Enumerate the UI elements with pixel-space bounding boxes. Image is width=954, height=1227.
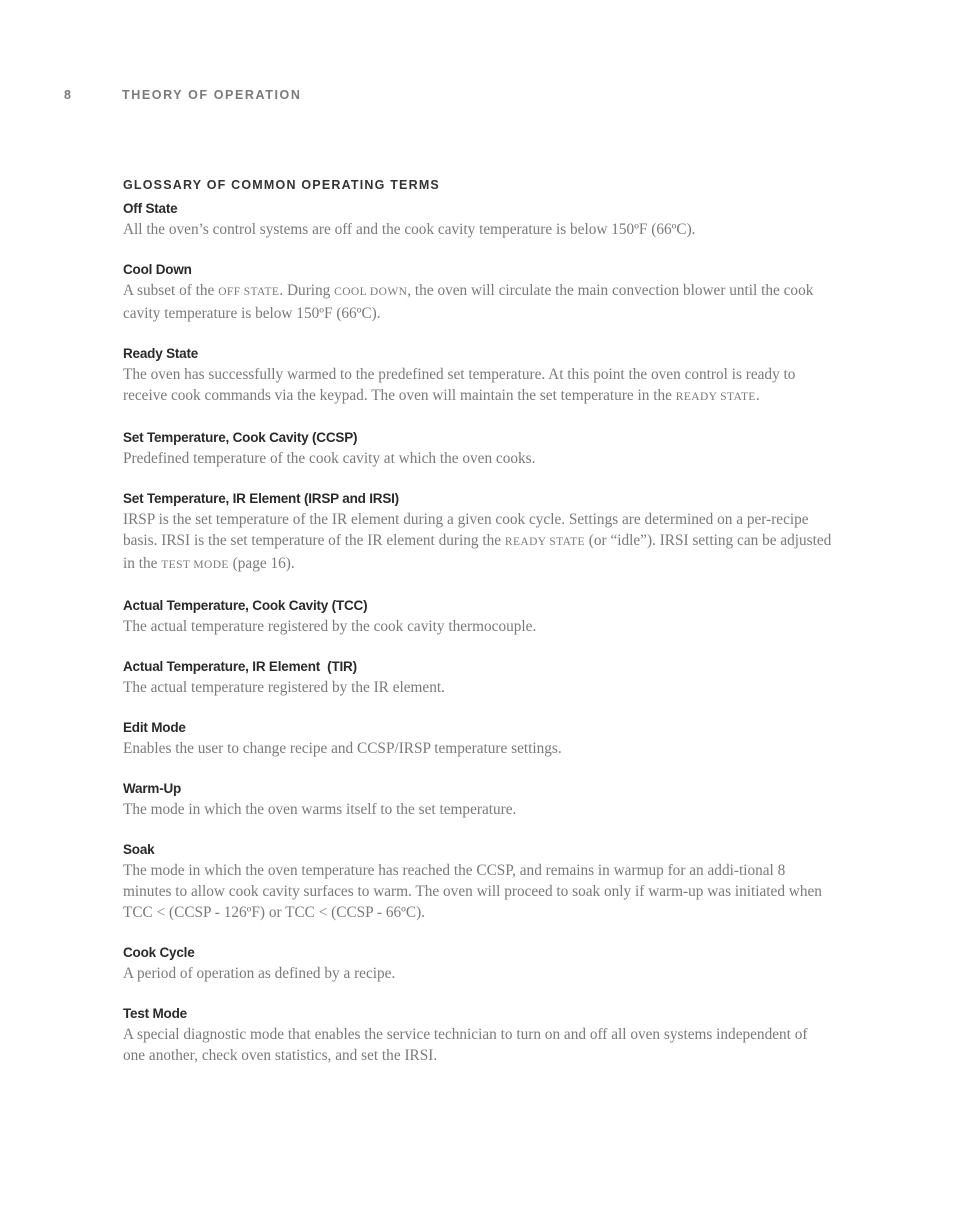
glossary-entry-ccsp — [123, 429, 833, 469]
term-definition: Predefined temperature of the cook cavity at which the oven cooks. — [123, 450, 536, 467]
glossary-entry-ready-state — [123, 345, 833, 408]
definition-text: . — [755, 387, 760, 404]
glossary-entry-irsp-irsi — [123, 490, 833, 576]
term-definition — [123, 280, 833, 324]
term-definition: The mode in which the oven temperature has reached the CCSP, and remains in warmup for an addi-tional 8 minutes to allow cook cavity surfaces to warm. The oven will proceed to soak only if warm-up was initiated when TCC < (CCSP - 126ºF) or TCC < (CCSP - 66ºC). — [123, 862, 822, 921]
section-title: THEORY OF OPERATION — [122, 88, 302, 102]
page-header — [64, 88, 301, 102]
small-caps-term: READY STATE — [675, 391, 756, 403]
term-heading: Warm-Up — [123, 781, 182, 796]
term-heading: Edit Mode — [123, 720, 186, 735]
term-heading: Set Temperature, Cook Cavity (CCSP) — [123, 430, 358, 445]
glossary-entry-soak — [123, 841, 833, 923]
small-caps-term: OFF STATE — [218, 286, 280, 298]
term-definition: A special diagnostic mode that enables the service technician to turn on and off all oven systems independent of one another, check oven statistics, and set the IRSI. — [123, 1026, 808, 1064]
term-heading: Soak — [123, 842, 155, 857]
glossary-entry-cool-down — [123, 261, 833, 324]
definition-text: (or “idle”). IRSI setting can be adjusted in the — [123, 532, 832, 572]
term-definition — [123, 364, 833, 408]
small-caps-term: TEST MODE — [161, 559, 229, 571]
glossary-entry-cook-cycle — [123, 944, 833, 984]
term-heading: Ready State — [123, 346, 199, 361]
definition-text: , the oven will circulate the main convection blower until the cook cavity temperature is below 150ºF (66ºC). — [123, 282, 814, 322]
glossary-entry-tir — [123, 658, 833, 698]
term-heading: Set Temperature, IR Element (IRSP and IRSI) — [123, 491, 399, 506]
term-heading: Actual Temperature, Cook Cavity (TCC) — [123, 598, 368, 613]
glossary-section — [123, 178, 833, 1087]
term-definition: A period of operation as defined by a recipe. — [123, 965, 396, 982]
term-definition — [123, 509, 833, 576]
small-caps-term: COOL DOWN — [334, 286, 408, 298]
term-definition: The actual temperature registered by the cook cavity thermocouple. — [123, 618, 537, 635]
term-definition: Enables the user to change recipe and CCSP/IRSP temperature settings. — [123, 740, 562, 757]
glossary-entry-off-state — [123, 200, 833, 240]
term-definition: The mode in which the oven warms itself to the set temperature. — [123, 801, 517, 818]
term-heading: Actual Temperature, IR Element (TIR) — [123, 659, 357, 674]
definition-text: (page 16). — [228, 555, 295, 572]
term-heading: Off State — [123, 201, 178, 216]
glossary-entry-test-mode — [123, 1005, 833, 1066]
glossary-entry-warm-up — [123, 780, 833, 820]
term-heading: Cook Cycle — [123, 945, 195, 960]
term-definition: All the oven’s control systems are off and the cook cavity temperature is below 150ºF (66ºC). — [123, 221, 696, 238]
glossary-entry-edit-mode — [123, 719, 833, 759]
glossary-entry-tcc — [123, 597, 833, 637]
glossary-title: GLOSSARY OF COMMON OPERATING TERMS — [123, 178, 440, 192]
small-caps-term: READY STATE — [504, 536, 585, 548]
term-definition: The actual temperature registered by the IR element. — [123, 679, 445, 696]
term-heading: Test Mode — [123, 1006, 187, 1021]
term-heading: Cool Down — [123, 262, 192, 277]
definition-text: A subset of the — [123, 282, 219, 299]
definition-text: The oven has successfully warmed to the predefined set temperature. At this point the oven control is ready to receive cook commands via the keypad. The oven will maintain the set temperature in the — [123, 366, 796, 404]
definition-text: IRSP is the set temperature of the IR element during a given cook cycle. Settings are determined on a per-recipe basis. IRSI is the set temperature of the IR element during the — [123, 511, 809, 549]
page-number: 8 — [64, 88, 73, 102]
definition-text: . During — [279, 282, 335, 299]
